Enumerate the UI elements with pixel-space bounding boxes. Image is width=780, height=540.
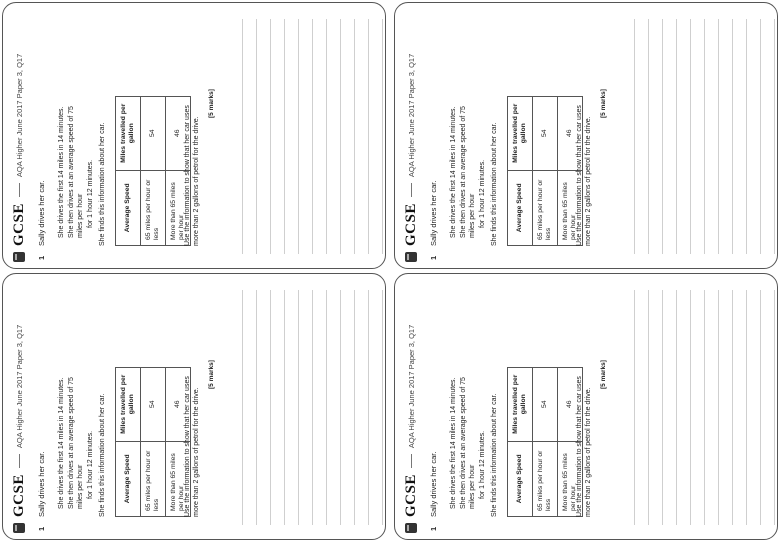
table-cell: 46	[166, 97, 191, 171]
info-intro: She finds this information about her car.	[99, 122, 106, 246]
answer-line	[313, 19, 327, 254]
info-intro: She finds this information about her car.	[491, 393, 498, 517]
question-instruction: Use the information to show that her car uses more than 2 gallons of petrol for the drive.	[184, 376, 200, 517]
detail-line: for 1 hour 12 minutes.	[478, 159, 486, 228]
exam-board-icon	[405, 252, 417, 262]
header-divider	[411, 183, 412, 197]
question-instruction: Use the information to show that her car uses more than 2 gallons of petrol for the drive.	[576, 376, 592, 517]
answer-line	[369, 290, 383, 525]
table-cell: 54	[533, 368, 558, 442]
table-cell: 46	[166, 368, 191, 442]
marks-label: [5 marks]	[208, 89, 215, 118]
answer-line	[229, 19, 243, 254]
table-cell: 65 miles per hour or less	[141, 170, 166, 245]
answer-line	[369, 19, 383, 254]
table-row	[141, 97, 166, 246]
detail-line: She then drives at an average speed of 75 miles per hour	[459, 106, 476, 238]
question-number: 1	[37, 255, 46, 260]
table-cell: More than 65 miles per hour	[558, 441, 583, 516]
answer-line	[705, 290, 719, 525]
question-source: AQA Higher June 2017 Paper 3, Q17	[14, 324, 24, 449]
answer-line	[271, 290, 285, 525]
answer-line	[341, 290, 355, 525]
answer-line	[299, 290, 313, 525]
answer-line	[733, 19, 747, 254]
table-row	[533, 97, 558, 246]
header-divider	[411, 454, 412, 468]
answer-line	[635, 19, 649, 254]
answer-line	[299, 19, 313, 254]
table-cell: More than 65 miles per hour	[558, 170, 583, 245]
header-divider	[19, 183, 20, 197]
question-stem: Sally drives her car.	[429, 180, 438, 246]
table-header-row	[508, 97, 533, 246]
answer-line	[733, 290, 747, 525]
question-instruction: Use the information to show that her car uses more than 2 gallons of petrol for the drive.	[184, 105, 200, 246]
table-cell: 65 miles per hour or less	[533, 441, 558, 516]
table-cell: More than 65 miles per hour	[166, 441, 191, 516]
question-details	[57, 98, 95, 238]
worksheet-card-top-right	[394, 2, 778, 269]
table-row	[141, 368, 166, 517]
table-header-row	[116, 97, 141, 246]
table-cell: 54	[141, 368, 166, 442]
fuel-table	[507, 96, 583, 246]
marks-label: [5 marks]	[600, 360, 607, 389]
info-intro: She finds this information about her car.	[491, 122, 498, 246]
worksheet-card-bottom-left	[2, 273, 386, 540]
detail-line: for 1 hour 12 minutes.	[86, 159, 94, 228]
table-header: Average Speed	[508, 441, 533, 516]
detail-line: She then drives at an average speed of 75 miles per hour	[67, 106, 84, 238]
marks-label: [5 marks]	[208, 360, 215, 389]
answer-line	[257, 290, 271, 525]
table-header-row	[116, 368, 141, 517]
table-header: Miles travelled per gallon	[116, 97, 141, 171]
card-header	[399, 283, 423, 533]
fuel-table	[115, 96, 191, 246]
question-details	[449, 98, 487, 238]
answer-line	[621, 19, 635, 254]
question-number: 1	[37, 526, 46, 531]
answer-area	[621, 290, 775, 525]
answer-line	[649, 290, 663, 525]
answer-line	[677, 19, 691, 254]
gcse-logo: GCSE	[10, 474, 27, 517]
answer-line	[663, 19, 677, 254]
answer-line	[327, 19, 341, 254]
exam-board-icon	[13, 252, 25, 262]
detail-line: for 1 hour 12 minutes.	[478, 430, 486, 499]
answer-line	[761, 19, 775, 254]
table-header: Average Speed	[116, 170, 141, 245]
answer-line	[355, 19, 369, 254]
answer-line	[705, 19, 719, 254]
answer-area	[229, 290, 383, 525]
answer-line	[271, 19, 285, 254]
question-details	[57, 369, 95, 509]
answer-line	[313, 290, 327, 525]
answer-line	[243, 19, 257, 254]
answer-area	[621, 19, 775, 254]
question-source: AQA Higher June 2017 Paper 3, Q17	[406, 324, 416, 449]
question-number: 1	[429, 255, 438, 260]
fuel-table	[115, 367, 191, 517]
detail-line: She drives the first 14 miles in 14 minutes.	[58, 106, 65, 238]
answer-line	[285, 290, 299, 525]
table-cell: 46	[558, 368, 583, 442]
answer-line	[341, 19, 355, 254]
answer-line	[257, 19, 271, 254]
detail-line: She drives the first 14 miles in 14 minutes.	[58, 377, 65, 509]
answer-line	[677, 290, 691, 525]
answer-line	[285, 19, 299, 254]
answer-area	[229, 19, 383, 254]
table-header: Miles travelled per gallon	[508, 368, 533, 442]
gcse-logo: GCSE	[10, 203, 27, 246]
table-row	[533, 368, 558, 517]
answer-line	[621, 290, 635, 525]
answer-line	[327, 290, 341, 525]
exam-board-icon	[405, 523, 417, 533]
question-details	[449, 369, 487, 509]
answer-line	[355, 290, 369, 525]
gcse-logo: GCSE	[402, 474, 419, 517]
table-cell: 46	[558, 97, 583, 171]
table-header: Miles travelled per gallon	[508, 97, 533, 171]
question-source: AQA Higher June 2017 Paper 3, Q17	[14, 53, 24, 178]
answer-line	[663, 290, 677, 525]
table-header-row	[508, 368, 533, 517]
card-header	[7, 283, 31, 533]
answer-line	[243, 290, 257, 525]
detail-line: She drives the first 14 miles in 14 minutes.	[450, 377, 457, 509]
answer-line	[761, 290, 775, 525]
table-cell: 54	[533, 97, 558, 171]
marks-label: [5 marks]	[600, 89, 607, 118]
header-divider	[19, 454, 20, 468]
answer-line	[691, 19, 705, 254]
question-source: AQA Higher June 2017 Paper 3, Q17	[406, 53, 416, 178]
question-stem: Sally drives her car.	[37, 180, 46, 246]
table-header: Average Speed	[508, 170, 533, 245]
table-cell: 65 miles per hour or less	[141, 441, 166, 516]
table-cell: 54	[141, 97, 166, 171]
detail-line: She then drives at an average speed of 75 miles per hour	[459, 377, 476, 509]
answer-line	[747, 19, 761, 254]
question-stem: Sally drives her car.	[37, 451, 46, 517]
question-number: 1	[429, 526, 438, 531]
answer-line	[747, 290, 761, 525]
question-stem: Sally drives her car.	[429, 451, 438, 517]
table-header: Average Speed	[116, 441, 141, 516]
question-instruction: Use the information to show that her car uses more than 2 gallons of petrol for the drive.	[576, 105, 592, 246]
table-header: Miles travelled per gallon	[116, 368, 141, 442]
gcse-logo: GCSE	[402, 203, 419, 246]
answer-line	[635, 290, 649, 525]
answer-line	[719, 290, 733, 525]
card-header	[7, 12, 31, 262]
worksheet-card-top-left	[2, 2, 386, 269]
fuel-table	[507, 367, 583, 517]
answer-line	[719, 19, 733, 254]
card-header	[399, 12, 423, 262]
detail-line: for 1 hour 12 minutes.	[86, 430, 94, 499]
table-cell: More than 65 miles per hour	[166, 170, 191, 245]
worksheet-card-bottom-right	[394, 273, 778, 540]
detail-line: She then drives at an average speed of 75 miles per hour	[67, 377, 84, 509]
info-intro: She finds this information about her car.	[99, 393, 106, 517]
detail-line: She drives the first 14 miles in 14 minutes.	[450, 106, 457, 238]
table-cell: 65 miles per hour or less	[533, 170, 558, 245]
exam-board-icon	[13, 523, 25, 533]
answer-line	[691, 290, 705, 525]
answer-line	[649, 19, 663, 254]
answer-line	[229, 290, 243, 525]
